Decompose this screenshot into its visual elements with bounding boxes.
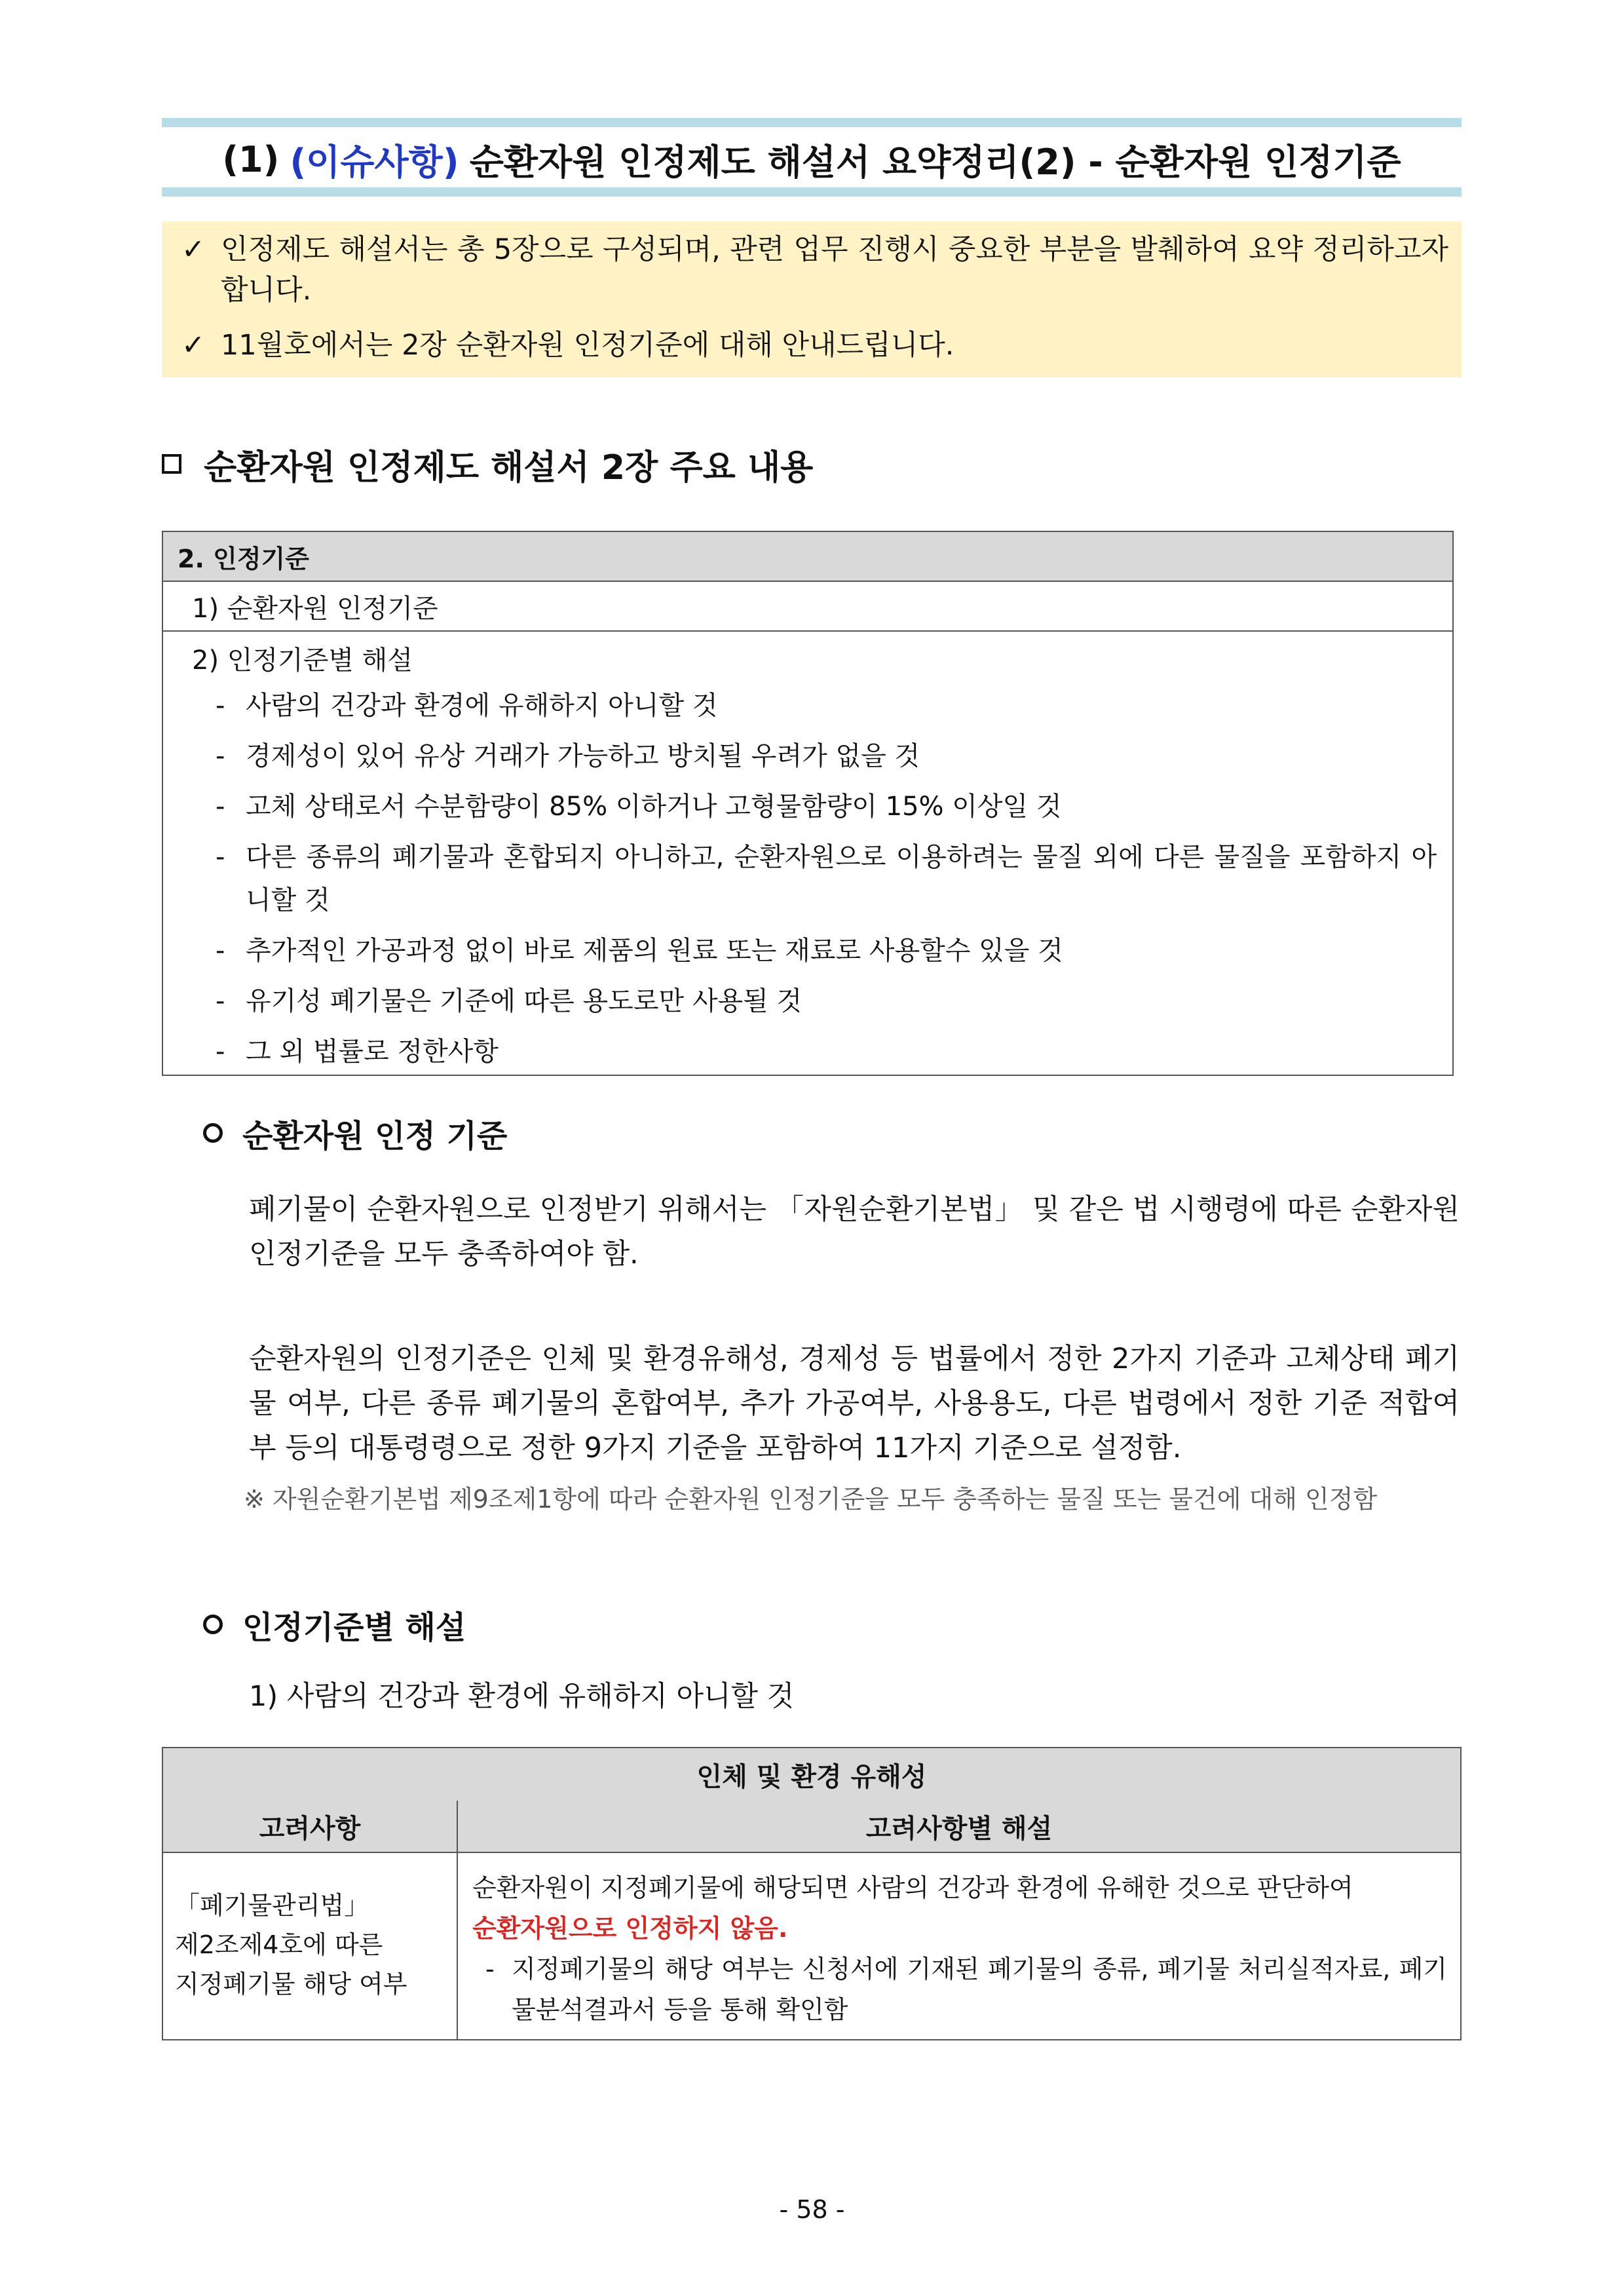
criteria-item — [216, 735, 1437, 778]
square-bullet-icon — [162, 454, 181, 474]
summary-item-text: 11월호에서는 2장 순환자원 인정기준에 대해 안내드립니다. — [221, 329, 954, 362]
page-number: - 58 - — [779, 2195, 845, 2224]
hazard-table-consideration-cell — [175, 1886, 450, 2004]
dash-bullet: - — [216, 986, 225, 1016]
checkmark-icon: ✓ — [181, 233, 206, 266]
criteria-text: 경제성이 있어 유상 거래가 가능하고 방치될 우려가 없을 것 — [246, 741, 920, 771]
title-prefix: (1) — [222, 138, 280, 180]
criteria-item — [216, 684, 1437, 727]
subheading-standard — [203, 1110, 507, 1156]
summary-item-text: 인정제도 해설서는 총 5장으로 구성되며, 관련 업무 진행시 중요한 부분을 발췌하여 요약 정리하고자 합니다. — [221, 233, 1448, 307]
criteria-text: 그 외 법률로 정한사항 — [246, 1037, 499, 1067]
outline-row-1: 1) 순환자원 인정기준 — [163, 582, 1452, 632]
criteria-text: 다른 종류의 폐기물과 혼합되지 아니하고, 순환자원으로 이용하려는 물질 외에 다른 물질을 포함하지 아니할 것 — [246, 842, 1437, 915]
summary-item — [181, 325, 1448, 366]
explain-item-1: 1) 사람의 건강과 환경에 유해하지 아니할 것 — [249, 1680, 795, 1713]
summary-item — [181, 229, 1448, 311]
checkmark-icon: ✓ — [181, 329, 206, 362]
hazard-table — [162, 1747, 1462, 2040]
consideration-line: 제2조제4호에 따른 — [175, 1930, 383, 1959]
criteria-text: 사람의 건강과 환경에 유해하지 아니할 것 — [246, 691, 718, 721]
dash-bullet: - — [216, 936, 225, 966]
summary-box — [162, 221, 1462, 377]
dash-bullet: - — [485, 1955, 495, 1983]
hazard-table-explanation-cell — [472, 1867, 1447, 2030]
title-main: 순환자원 인정제도 해설서 요약정리(2) - 순환자원 인정기준 — [469, 141, 1401, 183]
circle-bullet-icon — [203, 1615, 223, 1634]
outline-row-2-title: 2) 인정기준별 해설 — [192, 645, 413, 676]
criteria-text: 유기성 폐기물은 기준에 따른 용도로만 사용될 것 — [246, 986, 803, 1016]
dash-bullet: - — [216, 691, 225, 721]
criteria-item — [216, 835, 1437, 922]
title-issue-tag: (이슈사항) — [290, 141, 459, 183]
criteria-text: 추가적인 가공과정 없이 바로 제품의 원료 또는 재료로 사용할수 있을 것 — [246, 936, 1063, 966]
explanation-emphasis: 순환자원으로 인정하지 않음. — [472, 1914, 788, 1943]
hazard-table-col-consideration: 고려사항 — [163, 1801, 458, 1853]
criteria-item — [216, 785, 1437, 828]
consideration-line: 「폐기물관리법」 — [175, 1891, 369, 1920]
page-title — [162, 132, 1462, 186]
hazard-table-divider — [457, 1853, 458, 2039]
subheading-text: 순환자원 인정 기준 — [242, 1117, 508, 1155]
dash-bullet: - — [216, 1037, 225, 1067]
hazard-table-col-explanation: 고려사항별 해설 — [458, 1801, 1460, 1853]
criteria-item — [216, 980, 1437, 1023]
hazard-table-title: 인체 및 환경 유해성 — [163, 1748, 1460, 1802]
explanation-line: 순환자원이 지정폐기물에 해당되면 사람의 건강과 환경에 유해한 것으로 판단하여 — [472, 1873, 1353, 1902]
criteria-outline-table — [162, 531, 1454, 1076]
outline-header: 2. 인정기준 — [163, 532, 1452, 582]
title-bottom-rule — [162, 187, 1462, 197]
criteria-item — [216, 929, 1437, 972]
reference-note: ※ 자원순환기본법 제9조제1항에 따라 순환자원 인정기준을 모두 충족하는 물질 또는 물건에 대해 인정함 — [244, 1485, 1378, 1514]
section-heading — [162, 438, 1462, 490]
consideration-line: 지정폐기물 해당 여부 — [175, 1970, 407, 1999]
title-top-rule — [162, 118, 1462, 127]
criteria-text: 고체 상태로서 수분함량이 85% 이하거나 고형물함량이 15% 이상일 것 — [246, 792, 1062, 822]
paragraph-standard-2: 순환자원의 인정기준은 인체 및 환경유해성, 경제성 등 법률에서 정한 2가지 기준과 고체상태 폐기물 여부, 다른 종류 폐기물의 혼합여부, 추가 가공여부, 사용용도, 다른 법령에서 정한 기준 적합여부 등의 대통령령으로 정한 9가지 기준을 포함하여 11가지 기준으로 설정함. — [249, 1343, 1460, 1464]
criteria-item — [216, 1030, 1437, 1073]
circle-bullet-icon — [203, 1123, 223, 1143]
explanation-sub-item — [472, 1949, 1447, 2030]
explanation-sub-text: 지정폐기물의 해당 여부는 신청서에 기재된 폐기물의 종류, 폐기물 처리실적자료, 폐기물분석결과서 등을 통해 확인함 — [512, 1955, 1447, 2024]
title-banner — [162, 118, 1462, 197]
dash-bullet: - — [216, 792, 225, 822]
dash-bullet: - — [216, 842, 225, 872]
subheading-text: 인정기준별 해설 — [242, 1609, 466, 1646]
section-heading-text: 순환자원 인정제도 해설서 2장 주요 내용 — [204, 448, 814, 488]
paragraph-standard-1: 폐기물이 순환자원으로 인정받기 위해서는 「자원순환기본법」 및 같은 법 시행령에 따른 순환자원 인정기준을 모두 충족하여야 함. — [249, 1193, 1460, 1271]
subheading-explain — [203, 1601, 466, 1647]
dash-bullet: - — [216, 741, 225, 771]
